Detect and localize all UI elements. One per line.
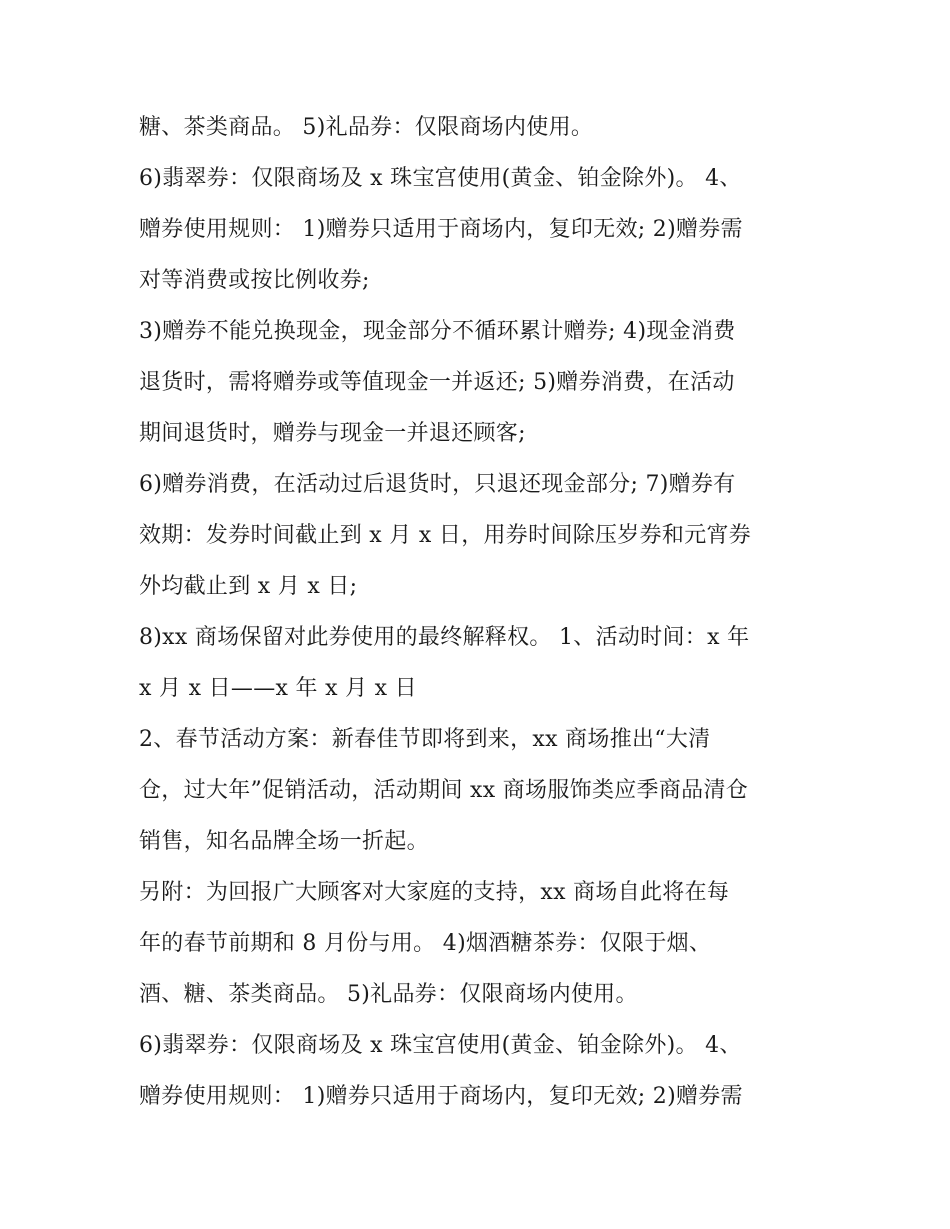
- text-line: 8)xx 商场保留对此券使用的最终解释权。 1、活动时间：x 年: [139, 625, 750, 650]
- text-line: 6)翡翠券：仅限商场及 x 珠宝宫使用(黄金、铂金除外)。 4、: [139, 1033, 742, 1058]
- text-line: 年的春节前期和 8 月份与用。 4)烟酒糖茶券：仅限于烟、: [139, 931, 712, 956]
- text-line: 赠券使用规则： 1)赠券只适用于商场内，复印无效; 2)赠券需: [139, 1084, 743, 1109]
- text-line: 6)翡翠券：仅限商场及 x 珠宝宫使用(黄金、铂金除外)。 4、: [139, 166, 742, 191]
- text-line: 外均截止到 x 月 x 日;: [139, 574, 358, 599]
- text-line: 对等消费或按比例收券;: [139, 268, 370, 293]
- text-line: 期间退货时，赠券与现金一并退还顾客;: [139, 421, 526, 446]
- text-line: x 月 x 日——x 年 x 月 x 日: [139, 676, 417, 701]
- text-line: 赠券使用规则： 1)赠券只适用于商场内，复印无效; 2)赠券需: [139, 217, 743, 242]
- text-line: 销售，知名品牌全场一折起。: [139, 829, 429, 854]
- text-line: 效期：发券时间截止到 x 月 x 日，用券时间除压岁券和元宵券: [139, 523, 752, 548]
- text-line: 另附：为回报广大顾客对大家庭的支持，xx 商场自此将在每: [139, 880, 730, 905]
- text-line: 仓，过大年”促销活动，活动期间 xx 商场服饰类应季商品清仓: [139, 778, 749, 803]
- text-line: 酒、糖、茶类商品。 5)礼品券：仅限商场内使用。: [139, 982, 638, 1007]
- text-line: 糖、茶类商品。 5)礼品券：仅限商场内使用。: [139, 115, 594, 140]
- text-line: 退货时，需将赠券或等值现金一并返还; 5)赠券消费，在活动: [139, 370, 735, 395]
- text-line: 2、春节活动方案：新春佳节即将到来，xx 商场推出“大清: [139, 727, 711, 752]
- text-line: 6)赠券消费，在活动过后退货时，只退还现金部分; 7)赠券有: [139, 472, 736, 497]
- text-line: 3)赠券不能兑换现金，现金部分不循环累计赠券; 4)现金消费: [139, 319, 736, 344]
